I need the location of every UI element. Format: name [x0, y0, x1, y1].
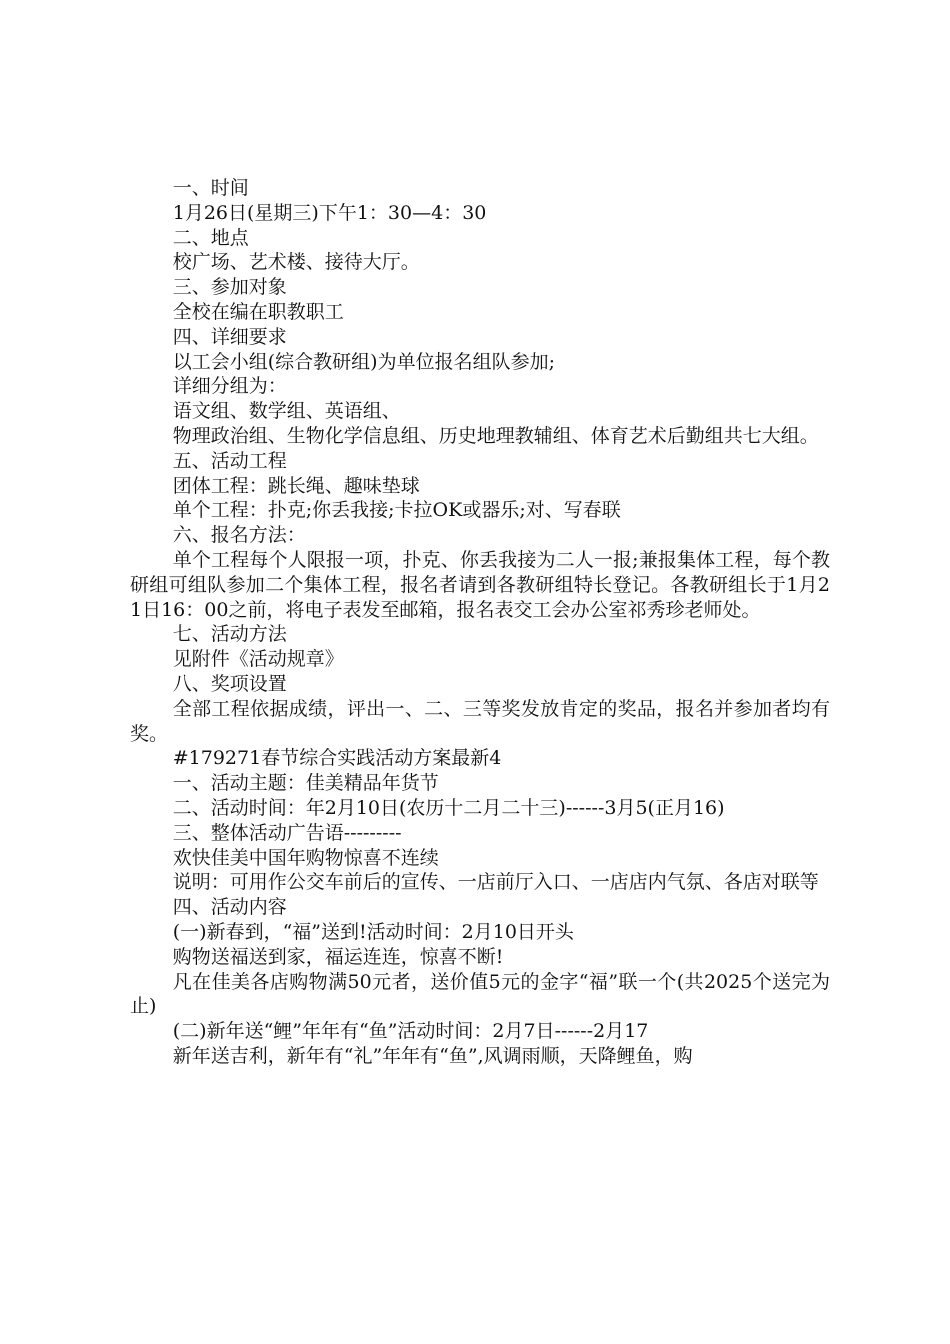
document-subtitle: #179271春节综合实践活动方案最新4	[172, 747, 502, 770]
paragraph: 见附件《活动规章》	[172, 648, 344, 671]
paragraph: 三、整体活动广告语---------	[172, 821, 402, 844]
section-heading-awards: 八、奖项设置	[172, 672, 287, 695]
section-heading-registration: 六、报名方法：	[172, 524, 306, 547]
section-heading-projects: 五、活动工程	[172, 449, 287, 472]
document-body	[130, 176, 830, 1069]
paragraph: 单个工程每个人限报一项，扑克、你丢我接为二人一报;兼报集体工程，每个教研组可组队参加二个集体工程，报名者请到各教研组特长登记。各教研组长于1月21日16：00之前，将电子表发至邮箱，报名表交工会办公室祁秀珍老师处。	[130, 548, 830, 621]
paragraph: 购物送福送到家，福运连连，惊喜不断!	[172, 945, 504, 968]
paragraph: 物理政治组、生物化学信息组、历史地理教辅组、体育艺术后勤组共七大组。	[172, 424, 819, 447]
section-heading-location: 二、地点	[172, 226, 249, 249]
paragraph: 凡在佳美各店购物满50元者，送价值5元的金字“福”联一个(共2025个送完为止)	[130, 970, 830, 1018]
paragraph: 语文组、数学组、英语组、	[172, 400, 401, 423]
paragraph: 团体工程：跳长绳、趣味垫球	[172, 474, 420, 497]
paragraph: (二)新年送“鲤”年年有“鱼”活动时间：2月7日------2月17	[172, 1020, 649, 1043]
paragraph: 新年送吉利，新年有“礼”年年有“鱼”,风调雨顺，天降鲤鱼，购	[172, 1044, 693, 1067]
paragraph: 全校在编在职教职工	[172, 300, 344, 323]
paragraph: 校广场、艺术楼、接待大厅。	[172, 251, 420, 274]
paragraph: 一、活动主题：佳美精品年货节	[172, 772, 439, 795]
section-heading-requirements: 四、详细要求	[172, 325, 287, 348]
paragraph: 详细分组为：	[172, 375, 287, 398]
paragraph: 说明：可用作公交车前后的宣传、一店前厅入口、一店店内气氛、各店对联等	[172, 871, 819, 894]
section-heading-method: 七、活动方法	[172, 623, 287, 646]
section-heading-time: 一、时间	[172, 177, 249, 199]
section-heading-content: 四、活动内容	[172, 896, 287, 919]
paragraph: 全部工程依据成绩，评出一、二、三等奖发放肯定的奖品，报名并参加者均有奖。	[130, 697, 830, 745]
paragraph: 以工会小组(综合教研组)为单位报名组队参加;	[172, 350, 555, 373]
paragraph: (一)新春到，“福”送到!活动时间：2月10日开头	[172, 920, 574, 943]
section-heading-participants: 三、参加对象	[172, 276, 287, 299]
paragraph: 单个工程：扑克;你丢我接;卡拉OK或器乐;对、写春联	[172, 499, 621, 522]
paragraph: 欢快佳美中国年购物惊喜不连续	[172, 846, 439, 869]
paragraph: 1月26日(星期三)下午1：30—4：30	[172, 201, 487, 224]
paragraph: 二、活动时间：年2月10日(农历十二月二十三)------3月5(正月16)	[172, 796, 725, 819]
